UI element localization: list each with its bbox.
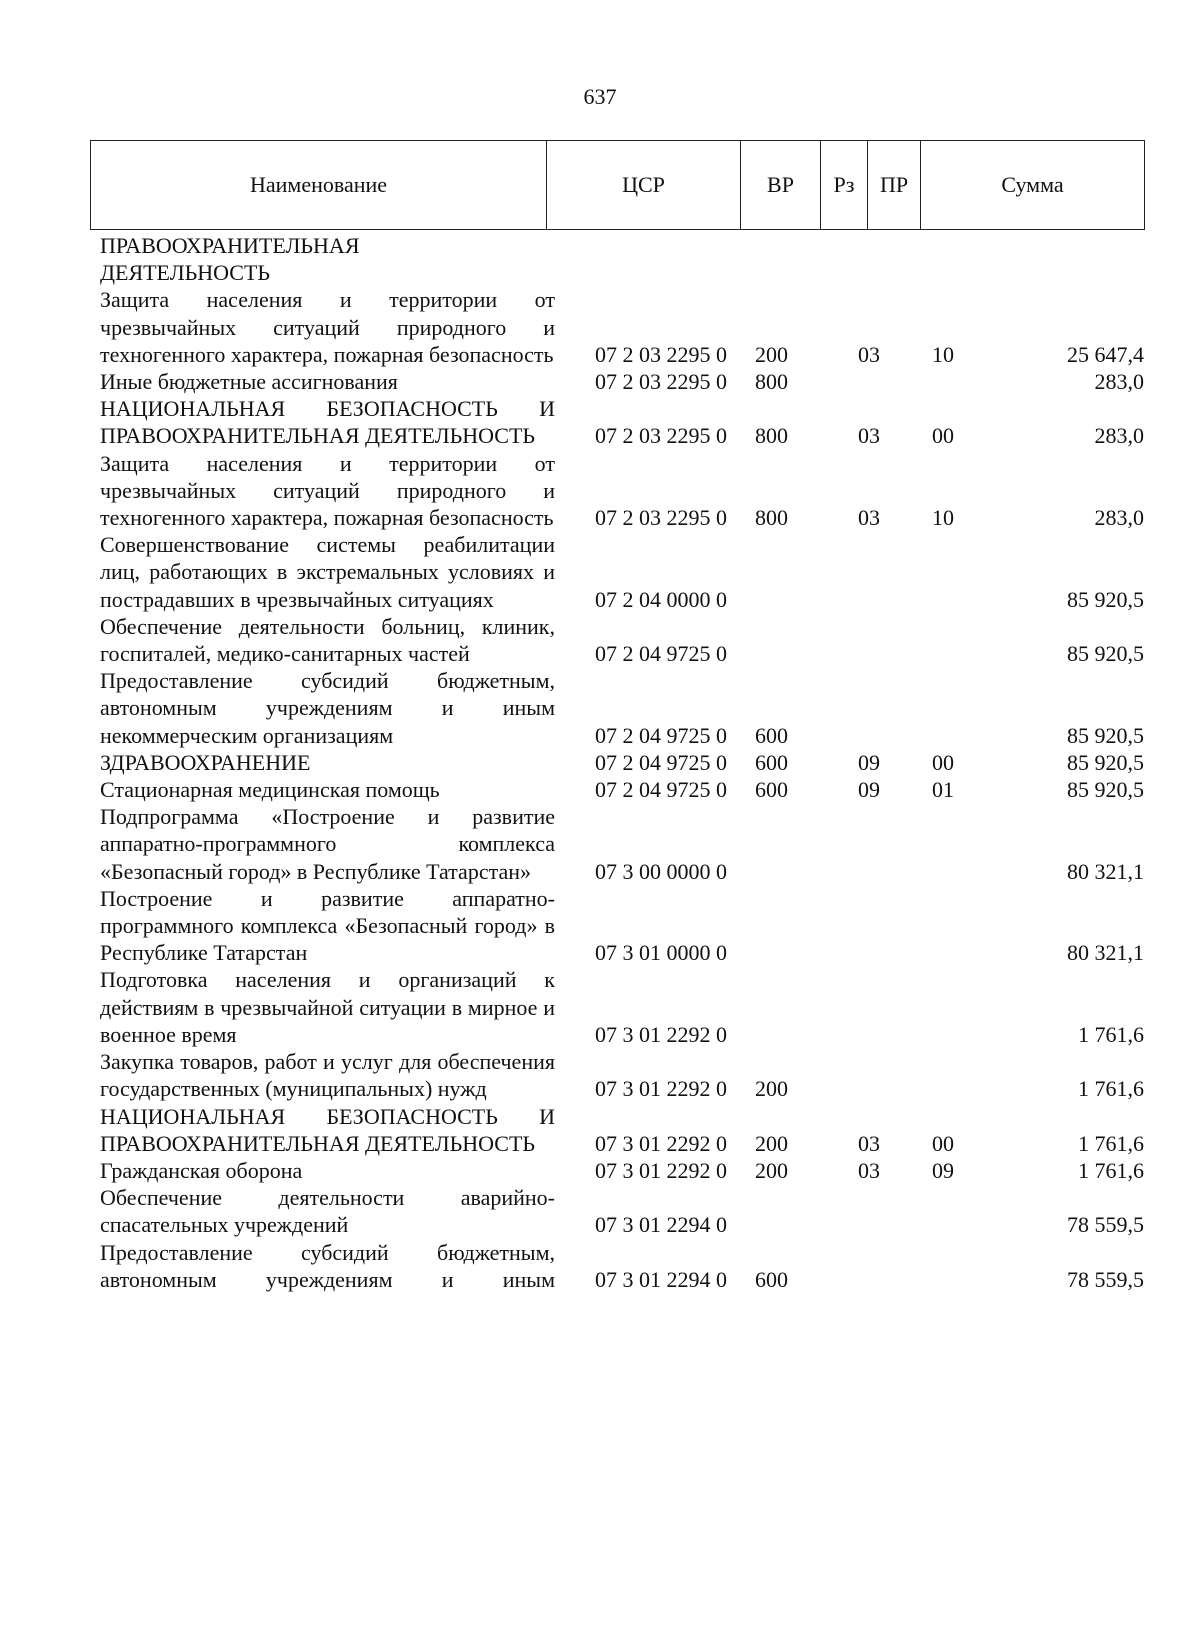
row-csr: 07 2 03 2295 0 [595, 423, 727, 449]
row-name: Подпрограмма «Построение и развитие аппаратно-программного комплекса «Безопасный город» в Республике Татарстан» [100, 804, 555, 884]
row-sum: 1 761,6 [1078, 1021, 1144, 1047]
header-vr: ВР [741, 141, 821, 230]
row-name: ЗДРАВООХРАНЕНИЕ [100, 749, 311, 775]
row-vr: 600 [755, 722, 788, 748]
row-vr: 600 [755, 749, 788, 775]
row-vr: 800 [755, 369, 788, 395]
table-row [100, 749, 1144, 776]
row-name: НАЦИОНАЛЬНАЯ БЕЗОПАСНОСТЬ И ПРАВООХРАНИТЕЛЬНАЯ ДЕЯТЕЛЬНОСТЬ [100, 1103, 555, 1156]
table-row [100, 395, 1144, 449]
row-vr: 800 [755, 505, 788, 531]
row-vr: 600 [755, 777, 788, 803]
row-sum: 283,0 [1094, 423, 1144, 449]
table-row [100, 776, 1144, 803]
row-vr: 600 [755, 1266, 788, 1292]
row-vr: 800 [755, 423, 788, 449]
row-vr: 200 [755, 1130, 788, 1156]
row-name: Закупка товаров, работ и услуг для обеспечения государственных (муниципальных) нужд [100, 1049, 555, 1102]
row-sum: 80 321,1 [1067, 858, 1144, 884]
row-sum: 80 321,1 [1067, 940, 1144, 966]
table-row [100, 966, 1144, 1048]
table-row [100, 1239, 1144, 1293]
row-sum: 283,0 [1094, 505, 1144, 531]
table-row [100, 667, 1144, 749]
row-csr: 07 3 01 2294 0 [595, 1212, 727, 1238]
row-name: Защита населения и территории от чрезвычайных ситуаций природного и техногенного характера, пожарная безопасность [100, 287, 555, 367]
row-csr: 07 3 01 2292 0 [595, 1157, 727, 1183]
table-row [100, 803, 1144, 885]
table-row [100, 450, 1144, 532]
table-row [100, 885, 1144, 967]
table-row [100, 613, 1144, 667]
row-pr: 00 [932, 749, 954, 775]
row-sum: 283,0 [1094, 369, 1144, 395]
row-rz: 03 [858, 341, 880, 367]
row-csr: 07 2 04 0000 0 [595, 586, 727, 612]
row-rz: 03 [858, 1157, 880, 1183]
row-sum: 85 920,5 [1067, 777, 1144, 803]
row-rz: 09 [858, 749, 880, 775]
row-sum: 1 761,6 [1078, 1157, 1144, 1183]
row-csr: 07 2 04 9725 0 [595, 749, 727, 775]
row-vr: 200 [755, 341, 788, 367]
table-body [100, 232, 1144, 1293]
row-name: Стационарная медицинская помощь [100, 777, 440, 803]
row-sum: 85 920,5 [1067, 586, 1144, 612]
row-sum: 78 559,5 [1067, 1266, 1144, 1292]
row-csr: 07 3 01 2292 0 [595, 1021, 727, 1047]
row-name: Обеспечение деятельности больниц, клиник, госпиталей, медико-санитарных частей [100, 613, 555, 667]
row-csr: 07 3 00 0000 0 [595, 858, 727, 884]
row-name: НАЦИОНАЛЬНАЯ БЕЗОПАСНОСТЬ И ПРАВООХРАНИТЕЛЬНАЯ ДЕЯТЕЛЬНОСТЬ [100, 396, 555, 449]
table-row [100, 286, 1144, 368]
row-csr: 07 3 01 0000 0 [595, 940, 727, 966]
row-csr: 07 3 01 2294 0 [595, 1266, 727, 1292]
row-sum: 25 647,4 [1067, 341, 1144, 367]
row-sum: 1 761,6 [1078, 1130, 1144, 1156]
table-row [100, 232, 1144, 286]
row-csr: 07 3 01 2292 0 [595, 1076, 727, 1102]
header-name: Наименование [91, 141, 547, 230]
row-pr: 09 [932, 1157, 954, 1183]
table-row [100, 1184, 1144, 1238]
row-sum: 1 761,6 [1078, 1076, 1144, 1102]
row-name: Предоставление субсидий бюджетным, автономным учреждениям и иным некоммерческим организациям [100, 668, 555, 748]
header-sum: Сумма [921, 141, 1145, 230]
row-name: Подготовка населения и организаций к действиям в чрезвычайной ситуации в мирное и военное время [100, 967, 555, 1047]
row-name: Иные бюджетные ассигнования [100, 369, 398, 395]
row-vr: 200 [755, 1157, 788, 1183]
header-rz: Рз [821, 141, 868, 230]
row-sum: 85 920,5 [1067, 722, 1144, 748]
row-pr: 10 [932, 505, 954, 531]
row-name: ПРАВООХРАНИТЕЛЬНАЯ ДЕЯТЕЛЬНОСТЬ [100, 233, 360, 286]
row-name: Обеспечение деятельности аварийно-спасательных учреждений [100, 1185, 555, 1238]
row-vr: 200 [755, 1076, 788, 1102]
row-pr: 10 [932, 341, 954, 367]
row-csr: 07 2 03 2295 0 [595, 505, 727, 531]
row-name: Совершенствование системы реабилитации лиц, работающих в экстремальных условиях и пострадавших в чрезвычайных ситуациях [100, 532, 555, 612]
row-sum: 85 920,5 [1067, 749, 1144, 775]
row-name: Гражданская оборона [100, 1157, 303, 1183]
header-pr: ПР [868, 141, 921, 230]
row-pr: 00 [932, 1130, 954, 1156]
row-pr: 01 [932, 777, 954, 803]
row-csr: 07 2 04 9725 0 [595, 777, 727, 803]
row-sum: 85 920,5 [1067, 641, 1144, 667]
row-csr: 07 2 03 2295 0 [595, 341, 727, 367]
table-row [100, 1048, 1144, 1102]
table-header [90, 140, 1145, 230]
row-rz: 09 [858, 777, 880, 803]
row-rz: 03 [858, 505, 880, 531]
row-csr: 07 2 03 2295 0 [595, 369, 727, 395]
table-row [100, 531, 1144, 613]
row-name: Предоставление субсидий бюджетным, автономным учреждениям и иным [100, 1239, 555, 1292]
row-name: Построение и развитие аппаратно-программного комплекса «Безопасный город» в Республике Татарстан [100, 885, 555, 966]
row-rz: 03 [858, 1130, 880, 1156]
row-csr: 07 2 04 9725 0 [595, 722, 727, 748]
table-row [100, 1157, 1144, 1184]
row-sum: 78 559,5 [1067, 1212, 1144, 1238]
header-csr: ЦСР [547, 141, 741, 230]
table-row [100, 1103, 1144, 1157]
row-csr: 07 2 04 9725 0 [595, 641, 727, 667]
table-row [100, 368, 1144, 395]
row-csr: 07 3 01 2292 0 [595, 1130, 727, 1156]
row-name: Защита населения и территории от чрезвычайных ситуаций природного и техногенного характера, пожарная безопасность [100, 450, 555, 531]
page-number: 637 [583, 84, 617, 109]
row-pr: 00 [932, 423, 954, 449]
row-rz: 03 [858, 423, 880, 449]
